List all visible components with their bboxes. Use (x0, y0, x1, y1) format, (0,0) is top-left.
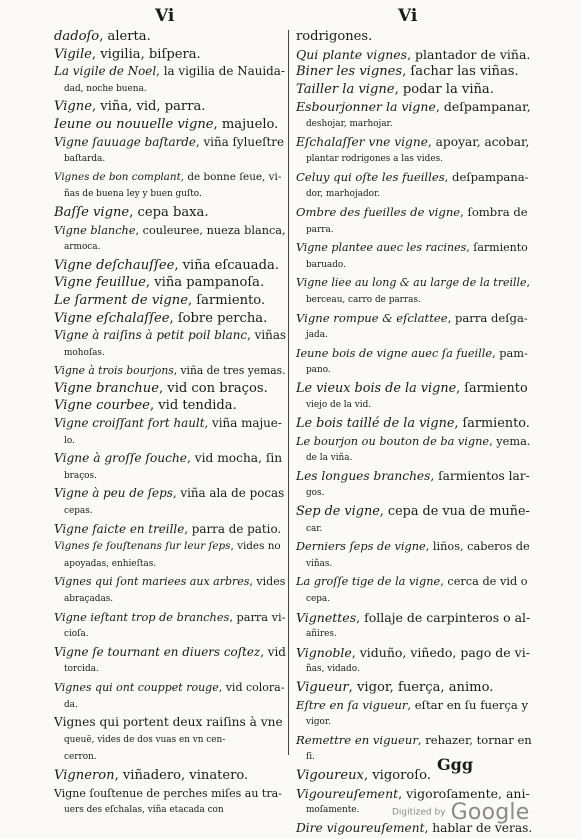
headword: Tailler la vigne (296, 81, 395, 97)
entry-line: Vigne ſauuage baſtarde, viña ſylueſtre (54, 134, 285, 149)
headword: Derniers ſeps de vigne (296, 540, 426, 554)
entry-continuation-line: berceau, carro de parras. (306, 294, 421, 305)
entry-line: Biner les vignes, ſachar las viñas. (296, 64, 519, 80)
dictionary-entry (54, 450, 286, 485)
dictionary-entry (54, 63, 286, 98)
dictionary-entry (54, 28, 286, 46)
dictionary-entry (54, 257, 286, 275)
dictionary-entry (54, 397, 286, 415)
entry-line: Vigne à peu de ſeps, viña ala de pocas (54, 486, 285, 501)
entry-continuation-line: dor, marhojador. (306, 189, 381, 200)
headword: Vigneron (54, 767, 115, 783)
entry-line: Vigneron, viñadero, vinatero. (54, 767, 249, 783)
right-column (296, 28, 532, 837)
dictionary-entry (296, 345, 532, 380)
dictionary-entry (296, 310, 532, 345)
entry-continuation-line: ñas, vidado. (306, 664, 360, 675)
entry-line: Ieune bois de vigne auec ſa fueille, pam- (296, 346, 528, 360)
entry-line: Le ſarment de vigne, ſarmiento. (54, 292, 266, 308)
entry-line: Vigne à raiſins à petit poil blanc, viñas (54, 328, 287, 343)
entry-continuation-line: braços. (64, 470, 97, 481)
entry-line: Vigne plantee auec les racines, ſarmiento (296, 241, 528, 255)
entry-line: Esbourjonner la vigne, deſpampanar, (296, 99, 531, 115)
entry-line: Vignes qui ſont mariees aux arbres, vides (54, 575, 286, 589)
dictionary-entry (54, 292, 286, 310)
entry-continuation-line: pano. (306, 365, 331, 376)
headword: Vigne courbee (54, 398, 150, 414)
headword: Vigne rompue & eſclattee (296, 310, 448, 325)
headword: Vigne blanche (54, 223, 136, 237)
headword: Vigne faicte en treille (54, 521, 185, 536)
entry-continuation-line: añires. (306, 629, 337, 640)
signature-mark: Ggg (437, 755, 474, 774)
dictionary-entry (54, 573, 286, 608)
headword: Les longues branches (296, 468, 431, 483)
entry-line: rodrigones. (296, 29, 373, 44)
entry-line: Vigne à groſſe ſouche, vid mocha, ſin (54, 451, 283, 466)
entry-line: Remettre en vigueur, rehazer, tornar en (296, 732, 532, 747)
headword: Vigne branchue (54, 380, 159, 396)
entry-line: Le bois taillé de la vigne, ſarmiento. (296, 416, 530, 432)
dictionary-entry (296, 204, 532, 239)
headword: Vigne feuillue (54, 275, 146, 291)
dictionary-entry (54, 380, 286, 398)
entry-line: Vigne blanche, couleuree, nueza blanca, (54, 223, 286, 237)
headword: Esbourjonner la vigne (296, 99, 436, 115)
entry-line: Dire vigoureuſement, hablar de veras. (296, 820, 533, 835)
entry-line: Tailler la vigne, podar la viña. (296, 81, 494, 97)
dictionary-entry (54, 274, 286, 292)
headword: Vignes de bon complant (54, 170, 181, 183)
dictionary-entry (54, 521, 286, 539)
dictionary-entry (54, 98, 286, 116)
dictionary-entry (296, 767, 532, 785)
headword: Vigoureux (296, 767, 364, 783)
headword: Vignes ſe ſouſtenans ſur leur ſeps (54, 540, 231, 553)
entry-line: Vigueur, vigor, fuerça, animo. (296, 679, 494, 695)
headword: dadoſo (54, 29, 100, 44)
entry-line: Vignes qui ont couppet rouge, vid colora- (54, 680, 285, 694)
digitized-by-google-watermark (392, 800, 529, 825)
entry-continuation-line: deshojar, marhojar. (306, 118, 393, 129)
headword: Vigoureuſement (296, 785, 399, 801)
entry-continuation-line: abraçadas. (64, 594, 114, 604)
dictionary-entry (54, 785, 286, 820)
entry-continuation-line: mohoſas. (64, 347, 105, 358)
entry-line: Vignes de bon complant, de bonne ſeue, vi- (54, 170, 282, 183)
headword: Vigne plantee auec les racines (296, 241, 467, 255)
headword: Vigne à groſſe ſouche (54, 451, 188, 466)
entry-line: Vigne courbee, vid tendida. (54, 398, 237, 414)
entry-line: Vigoureux, vigoroſo. (296, 767, 431, 783)
dictionary-entry (54, 169, 286, 204)
entry-continuation-line: gos. (306, 488, 325, 499)
entry-continuation-line: viejo de la vid. (306, 400, 372, 411)
headword: Vignes qui ſont mariees aux arbres (54, 575, 250, 589)
google-logo: Google (450, 800, 530, 825)
entry-line: Le bourjon ou bouton de ba vigne, yema. (296, 434, 531, 448)
dictionary-entry (54, 204, 286, 222)
dictionary-entry (296, 644, 532, 679)
left-column (54, 28, 286, 820)
dictionary-entry (54, 116, 286, 134)
dictionary-entry (54, 134, 286, 169)
dictionary-entry (54, 679, 286, 714)
entry-continuation-line: baſtarda. (64, 154, 106, 165)
headword: Ieune bois de vigne auec ſa fueille (296, 346, 493, 360)
headword: Ieune ou nouuelle vigne (54, 116, 214, 132)
entry-line: Qui plante vignes, plantador de viña. (296, 46, 531, 62)
entry-line: Derniers ſeps de vigne, liños, caberos de (296, 540, 530, 554)
entry-line: dadoſo, alerta. (54, 29, 151, 44)
headword: Vigne ieſtant trop de branches (54, 610, 230, 624)
dictionary-entry (54, 644, 286, 679)
dictionary-entry (296, 697, 532, 732)
headword: Vigne deſchauſſee (54, 257, 175, 273)
headword: Vigne à trois bourjons (54, 364, 174, 378)
entry-continuation-line: armoca. (64, 242, 101, 253)
headword: Le ſarment de vigne (54, 292, 188, 308)
headword: Remettre en vigueur (296, 732, 418, 747)
entry-line: Vigile, vigilia, biſpera. (54, 46, 201, 62)
entry-line: Vigne à trois bourjons, viña de tres yemas. (54, 364, 286, 378)
entry-continuation-line: plantar rodrigones a las vides. (306, 154, 443, 165)
headword: Le bourjon ou bouton de ba vigne (296, 434, 490, 448)
entry-line: Vigne, viña, vid, parra. (54, 99, 206, 115)
entry-line: Vigne ſe tournant en diuers coſtez, vid (54, 644, 286, 659)
entry-line: Eſtre en ſa vigueur, eſtar en ſu fuerça y (296, 697, 529, 712)
headword: Vigueur (296, 679, 349, 695)
headword: Vigile (54, 46, 92, 62)
dictionary-entry (54, 538, 286, 573)
headword: Le vieux bois de la vigne (296, 380, 457, 396)
entry-line: La vigile de Noel, la vigilia de Nauida- (54, 64, 285, 79)
dictionary-entry (54, 327, 286, 362)
headword: Dire vigoureuſement (296, 820, 425, 835)
headword: La vigile de Noel (54, 64, 157, 79)
entry-line: Vigne branchue, vid con braços. (54, 380, 268, 396)
headword: Sep de vigne (296, 504, 380, 520)
entry-line: Les longues branches, ſarmientos lar- (296, 468, 530, 483)
headword: Celuy qui oſte les fueilles (296, 169, 445, 184)
entry-line: Vigne eſchalaſſee, ſobre percha. (54, 310, 268, 326)
dictionary-entry (296, 81, 532, 99)
dictionary-entry (296, 380, 532, 415)
entry-continuation-line: jada. (306, 330, 328, 341)
entry-continuation-line: torcida. (64, 664, 99, 675)
entry-continuation-line: apoyadas, enhieſtas. (64, 558, 157, 569)
entry-continuation-line: viñas. (306, 558, 333, 569)
dictionary-entry (54, 310, 286, 328)
dictionary-entry (296, 63, 532, 81)
entry-continuation-line: baruado. (306, 259, 346, 270)
entry-continuation-line: uers des eſchalas, viña etacada con (64, 805, 224, 816)
entry-line: Vignoble, viduño, viñedo, pago de vi- (296, 644, 530, 660)
headword: Vigne (54, 99, 92, 115)
headword: Vignes qui ont couppet rouge (54, 680, 219, 694)
entry-line: Ieune ou nouuelle vigne, majuelo. (54, 116, 279, 132)
entry-continuation-line: car. (306, 523, 323, 534)
headword: Vigne croiſſant fort hault (54, 416, 205, 431)
headword: Vigne à raiſins à petit poil blanc (54, 328, 248, 343)
entry-continuation-line: cepa. (306, 594, 331, 604)
entry-line: Sep de vigne, cepa de vua de muñe- (296, 504, 530, 520)
entry-line: Vigne feuillue, viña pampanoſa. (54, 275, 265, 291)
entry-line: Celuy qui oſte les fueilles, deſpampana- (296, 169, 529, 184)
entry-continuation-line: ſi. (306, 752, 315, 763)
headword: Vignettes (296, 609, 357, 625)
headword: Qui plante vignes (296, 46, 408, 62)
dictionary-entry (296, 274, 532, 309)
dictionary-entry (296, 679, 532, 697)
entry-line: Vigne liee au long & au large de la treille, (296, 276, 531, 290)
dictionary-entry (296, 573, 532, 608)
entry-continuation-line: dad, noche buena. (64, 83, 147, 94)
entry-continuation-line: cerron. (64, 752, 97, 763)
entry-continuation-line: moſamente. (306, 805, 360, 816)
entry-continuation-line: lo. (64, 435, 75, 446)
entry-line: Eſchalaſſer vne vigne, apoyar, acobar, (296, 134, 530, 149)
dictionary-entry (296, 468, 532, 503)
entry-line: Vigne rompue & eſclattee, parra deſga- (296, 310, 528, 325)
dictionary-entry (54, 767, 286, 785)
entry-line: Vigne deſchauſſee, viña eſcauada. (54, 257, 279, 273)
entry-continuation-line: da. (64, 699, 78, 710)
headword: Eſchalaſſer vne vigne (296, 134, 428, 149)
dictionary-entry (296, 28, 532, 46)
headword: Vignoble (296, 644, 352, 660)
running-head-right: Vi (398, 6, 418, 26)
entry-line: Vignes qui portent deux raiſins à vne (54, 715, 283, 730)
entry-line: Vignettes, follaje de carpinteros o al- (296, 609, 531, 625)
entry-line: Vigoureuſement, vigoroſamente, ani- (296, 785, 530, 801)
entry-continuation-line: parra. (306, 224, 334, 235)
entry-line: Ombre des fueilles de vigne, ſombra de (296, 204, 528, 219)
dictionary-entry (296, 415, 532, 433)
headword: Ombre des fueilles de vigne (296, 204, 461, 219)
entry-line: Le vieux bois de la vigne, ſarmiento (296, 380, 528, 396)
dictionary-entry (54, 362, 286, 380)
entry-continuation-line: queuë, vides de dos vuas en vn cen- (64, 734, 226, 745)
headword: Vigne liee au long & au large de la treille (296, 276, 527, 290)
entry-continuation-line: cioſa. (64, 629, 89, 640)
dictionary-entry (296, 239, 532, 274)
headword: Baſſe vigne (54, 204, 130, 220)
dictionary-entry (296, 433, 532, 468)
entry-line: Vignes ſe ſouſtenans ſur leur ſeps, vides no (54, 540, 281, 553)
dictionary-entry (296, 98, 532, 133)
dictionary-entry (54, 46, 286, 64)
entry-continuation-line: de la viña. (306, 453, 353, 464)
headword: Vigne ſe tournant en diuers coſtez (54, 644, 261, 659)
column-divider (288, 30, 289, 755)
headword: Biner les vignes (296, 64, 403, 80)
headword: Vigne ſauuage baſtarde (54, 134, 196, 149)
headword: Vigne à peu de ſeps (54, 486, 173, 501)
dictionary-entry (296, 503, 532, 538)
dictionary-entry (54, 609, 286, 644)
entry-line: Vigne ieſtant trop de branches, parra vi- (54, 610, 286, 624)
dictionary-entry (54, 415, 286, 450)
dictionary-entry (296, 732, 532, 767)
dictionary-entry (296, 538, 532, 573)
digitized-label: Digitized by (392, 807, 446, 818)
entry-line: Vigne croiſſant fort hault, viña majue- (54, 416, 282, 431)
dictionary-entry (296, 169, 532, 204)
dictionary-entry (54, 222, 286, 257)
entry-continuation-line: cepas. (64, 506, 93, 517)
headword: La groſſe tige de la vigne (296, 575, 441, 589)
headword: Eſtre en ſa vigueur (296, 697, 408, 712)
running-head-left: Vi (155, 6, 175, 26)
entry-line: Vigne ſouſtenue de perches miſes au tra- (54, 786, 282, 800)
dictionary-entry (296, 134, 532, 169)
dictionary-entry (296, 46, 532, 64)
headword: Le bois taillé de la vigne (296, 416, 455, 432)
entry-continuation-line: ñas de buena ley y buen guſto. (64, 189, 202, 200)
headword: Vigne eſchalaſſee (54, 310, 170, 326)
dictionary-entry (54, 714, 286, 767)
entry-continuation-line: vigor. (306, 717, 331, 728)
entry-line: Vigne faicte en treille, parra de patio. (54, 521, 282, 536)
dictionary-entry (54, 485, 286, 520)
entry-line: La groſſe tige de la vigne, cerca de vid o (296, 575, 528, 589)
dictionary-entry (296, 609, 532, 644)
entry-line: Baſſe vigne, cepa baxa. (54, 204, 209, 220)
